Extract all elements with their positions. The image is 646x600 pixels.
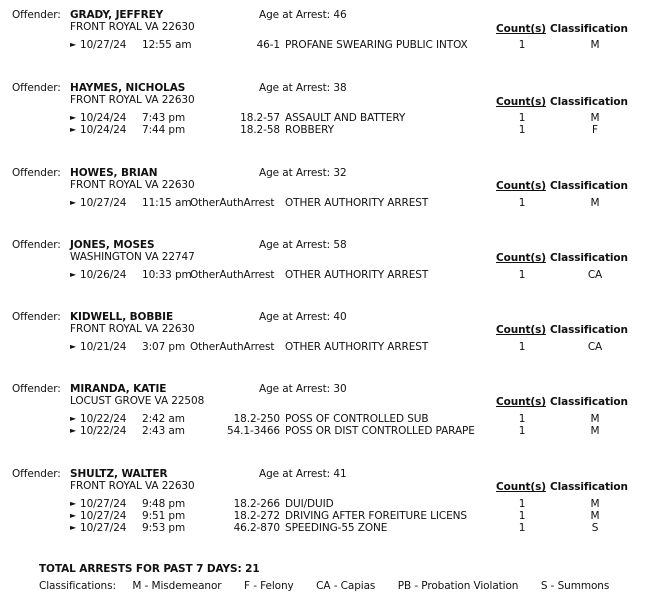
charge-classification: M xyxy=(590,425,600,437)
legend-felony: F - Felony xyxy=(244,580,294,592)
charge-date: 10/24/24 xyxy=(80,112,127,124)
arrow-icon: ► xyxy=(70,414,77,423)
count-header: Count(s) xyxy=(496,252,546,264)
age-at-arrest xyxy=(259,311,347,323)
legend-summons: S - Summons xyxy=(540,580,610,592)
offender-name: HOWES, BRIAN xyxy=(70,167,158,179)
offender-address: FRONT ROYAL VA 22630 xyxy=(70,179,195,191)
classification-header: Classification xyxy=(550,23,628,35)
offender-address: FRONT ROYAL VA 22630 xyxy=(70,480,195,492)
age-at-arrest xyxy=(259,9,347,21)
offender-address: FRONT ROYAL VA 22630 xyxy=(70,21,195,33)
charge-count: 1 xyxy=(518,498,526,510)
charge-count: 1 xyxy=(518,112,526,124)
charge-time: 9:48 pm xyxy=(142,498,186,510)
classification-header: Classification xyxy=(550,252,628,264)
offender-record xyxy=(0,383,646,443)
age-value: 46 xyxy=(333,9,347,21)
age-label: Age at Arrest: xyxy=(259,9,331,21)
arrow-icon: ► xyxy=(70,125,77,134)
offender-label: Offender: xyxy=(12,239,61,251)
statute-code: 18.2-266 xyxy=(233,498,280,510)
legend-capias: CA - Capias xyxy=(316,580,376,592)
charge-count: 1 xyxy=(518,341,526,353)
charge-date: 10/22/24 xyxy=(80,425,127,437)
offender-record xyxy=(0,167,646,227)
charge-classification: F xyxy=(592,124,598,136)
charge-time: 11:15 am xyxy=(142,197,192,209)
charge-description: OTHER AUTHORITY ARREST xyxy=(285,269,429,281)
statute-code: 18.2-58 xyxy=(240,124,280,136)
charge-date: 10/21/24 xyxy=(80,341,127,353)
age-at-arrest xyxy=(259,383,347,395)
charge-classification: M xyxy=(590,39,600,51)
charge-time: 2:43 am xyxy=(142,425,185,437)
count-header: Count(s) xyxy=(496,23,546,35)
charge-date: 10/27/24 xyxy=(80,498,127,510)
charge-count: 1 xyxy=(518,39,526,51)
offender-label: Offender: xyxy=(12,82,61,94)
legend-misdemeanor: M - Misdemeanor xyxy=(132,580,222,592)
offender-address: WASHINGTON VA 22747 xyxy=(70,251,195,263)
arrow-icon: ► xyxy=(70,113,77,122)
charge-classification: M xyxy=(590,498,600,510)
charge-description: DUI/DUID xyxy=(285,498,334,510)
classification-legend xyxy=(39,580,609,592)
charge-time: 2:42 am xyxy=(142,413,185,425)
charge-time: 7:43 pm xyxy=(142,112,186,124)
charge-description: OTHER AUTHORITY ARREST xyxy=(285,341,429,353)
statute-code: 46-1 xyxy=(256,39,280,51)
arrow-icon: ► xyxy=(70,270,77,279)
charge-count: 1 xyxy=(518,269,526,281)
statute-code: OtherAuthArrest xyxy=(190,269,275,281)
classification-header: Classification xyxy=(550,396,628,408)
charge-classification: M xyxy=(590,510,600,522)
count-header: Count(s) xyxy=(496,481,546,493)
offender-record xyxy=(0,239,646,299)
charge-description: ROBBERY xyxy=(285,124,334,136)
offender-address: FRONT ROYAL VA 22630 xyxy=(70,94,195,106)
charge-date: 10/26/24 xyxy=(80,269,127,281)
charge-classification: M xyxy=(590,413,600,425)
age-value: 58 xyxy=(333,239,347,251)
charge-count: 1 xyxy=(518,197,526,209)
statute-code: 18.2-57 xyxy=(240,112,280,124)
age-at-arrest xyxy=(259,82,347,94)
age-value: 40 xyxy=(333,311,347,323)
offender-label: Offender: xyxy=(12,468,61,480)
statute-code: 46.2-870 xyxy=(233,522,280,534)
legend-label: Classifications: xyxy=(39,580,116,592)
offender-record xyxy=(0,9,646,69)
offender-record xyxy=(0,468,646,534)
charge-date: 10/27/24 xyxy=(80,510,127,522)
offender-name: SHULTZ, WALTER xyxy=(70,468,168,480)
charge-time: 12:55 am xyxy=(142,39,192,51)
charge-date: 10/27/24 xyxy=(80,522,127,534)
age-label: Age at Arrest: xyxy=(259,167,331,179)
statute-code: 54.1-3466 xyxy=(227,425,280,437)
arrow-icon: ► xyxy=(70,198,77,207)
age-at-arrest xyxy=(259,468,347,480)
offender-record xyxy=(0,311,646,371)
charge-date: 10/27/24 xyxy=(80,39,127,51)
offender-record xyxy=(0,82,646,142)
statute-code: OtherAuthArrest xyxy=(190,197,275,209)
charge-time: 7:44 pm xyxy=(142,124,186,136)
offender-name: GRADY, JEFFREY xyxy=(70,9,164,21)
charge-count: 1 xyxy=(518,522,526,534)
charge-date: 10/24/24 xyxy=(80,124,127,136)
charge-count: 1 xyxy=(518,124,526,136)
charge-time: 10:33 pm xyxy=(142,269,192,281)
statute-code: 18.2-250 xyxy=(233,413,280,425)
charge-count: 1 xyxy=(518,413,526,425)
offender-label: Offender: xyxy=(12,167,61,179)
count-header: Count(s) xyxy=(496,180,546,192)
charge-description: POSS OF CONTROLLED SUB xyxy=(285,413,429,425)
age-label: Age at Arrest: xyxy=(259,239,331,251)
offender-address: FRONT ROYAL VA 22630 xyxy=(70,323,195,335)
count-header: Count(s) xyxy=(496,396,546,408)
charge-description: POSS OR DIST CONTROLLED PARAPE xyxy=(285,425,475,437)
charge-description: ASSAULT AND BATTERY xyxy=(285,112,406,124)
classification-header: Classification xyxy=(550,96,628,108)
statute-code: 18.2-272 xyxy=(233,510,280,522)
offender-name: JONES, MOSES xyxy=(70,239,155,251)
total-label: TOTAL ARRESTS FOR PAST 7 DAYS: xyxy=(39,563,242,575)
charge-classification: S xyxy=(591,522,599,534)
arrow-icon: ► xyxy=(70,342,77,351)
charge-classification: M xyxy=(590,112,600,124)
charge-date: 10/27/24 xyxy=(80,197,127,209)
offender-name: KIDWELL, BOBBIE xyxy=(70,311,174,323)
arrow-icon: ► xyxy=(70,499,77,508)
age-label: Age at Arrest: xyxy=(259,383,331,395)
age-at-arrest xyxy=(259,167,347,179)
age-value: 38 xyxy=(333,82,347,94)
offender-label: Offender: xyxy=(12,383,61,395)
age-label: Age at Arrest: xyxy=(259,311,331,323)
classification-header: Classification xyxy=(550,324,628,336)
classification-header: Classification xyxy=(550,180,628,192)
offender-label: Offender: xyxy=(12,311,61,323)
age-value: 32 xyxy=(333,167,347,179)
arrow-icon: ► xyxy=(70,511,77,520)
offender-name: MIRANDA, KATIE xyxy=(70,383,167,395)
charge-description: OTHER AUTHORITY ARREST xyxy=(285,197,429,209)
legend-probation-violation: PB - Probation Violation xyxy=(397,580,519,592)
charge-count: 1 xyxy=(518,425,526,437)
arrow-icon: ► xyxy=(70,40,77,49)
charge-classification: CA xyxy=(587,269,603,281)
age-at-arrest xyxy=(259,239,347,251)
charge-count: 1 xyxy=(518,510,526,522)
charge-classification: CA xyxy=(587,341,603,353)
offender-name: HAYMES, NICHOLAS xyxy=(70,82,186,94)
charge-classification: M xyxy=(590,197,600,209)
age-value: 30 xyxy=(333,383,347,395)
age-label: Age at Arrest: xyxy=(259,82,331,94)
charge-date: 10/22/24 xyxy=(80,413,127,425)
arrow-icon: ► xyxy=(70,426,77,435)
charge-description: DRIVING AFTER FOREITURE LICENS xyxy=(285,510,467,522)
charge-time: 3:07 pm xyxy=(142,341,186,353)
offender-label: Offender: xyxy=(12,9,61,21)
statute-code: OtherAuthArrest xyxy=(190,341,275,353)
count-header: Count(s) xyxy=(496,324,546,336)
count-header: Count(s) xyxy=(496,96,546,108)
charge-time: 9:53 pm xyxy=(142,522,186,534)
charge-description: PROFANE SWEARING PUBLIC INTOX xyxy=(285,39,468,51)
charge-description: SPEEDING-55 ZONE xyxy=(285,522,388,534)
age-label: Age at Arrest: xyxy=(259,468,331,480)
offender-address: LOCUST GROVE VA 22508 xyxy=(70,395,205,407)
charge-time: 9:51 pm xyxy=(142,510,186,522)
total-value: 21 xyxy=(245,563,260,575)
classification-header: Classification xyxy=(550,481,628,493)
total-arrests xyxy=(39,563,260,575)
age-value: 41 xyxy=(333,468,347,480)
arrow-icon: ► xyxy=(70,523,77,532)
